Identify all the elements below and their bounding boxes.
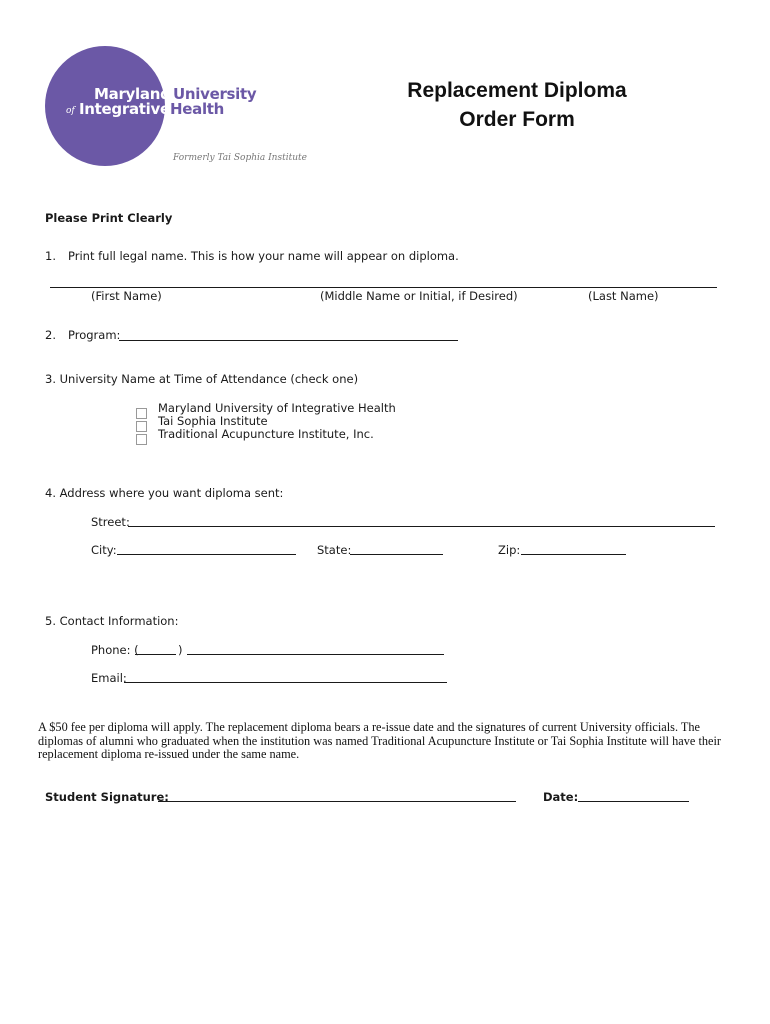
q2-number: 2. (45, 328, 56, 342)
form-title-line2: Order Form (459, 108, 575, 131)
date-field[interactable] (578, 801, 689, 802)
last-name-caption: (Last Name) (588, 289, 659, 303)
signature-label: Student Signature: (45, 790, 169, 804)
zip-field[interactable] (521, 554, 626, 555)
signature-field[interactable] (158, 801, 516, 802)
street-label: Street: (91, 515, 130, 529)
first-name-caption: (First Name) (91, 289, 162, 303)
phone-number-field[interactable] (187, 654, 444, 655)
logo-word-health: Health (170, 100, 225, 118)
phone-area-code-field[interactable] (135, 654, 176, 655)
form-title-line1: Replacement Diploma (407, 79, 627, 102)
option-tai-checkbox[interactable] (136, 430, 147, 449)
logo-word-of: of (66, 106, 75, 116)
street-field[interactable] (128, 526, 715, 527)
middle-name-caption: (Middle Name or Initial, if Desired) (320, 289, 518, 303)
option-muih-label: Maryland University of Integrative Health (158, 401, 396, 415)
q1-number: 1. (45, 249, 56, 263)
logo-word-maryland: Maryland (94, 85, 171, 103)
print-clearly-note: Please Print Clearly (45, 211, 173, 225)
date-label: Date: (543, 790, 579, 804)
program-label: Program: (68, 328, 121, 342)
option-tai-label: Traditional Acupuncture Institute, Inc. (158, 427, 374, 441)
full-name-line[interactable] (50, 287, 717, 288)
q3-label: 3. University Name at Time of Attendance (check one) (45, 372, 359, 386)
state-field[interactable] (350, 554, 443, 555)
email-label: Email: (91, 671, 127, 685)
email-field[interactable] (124, 682, 447, 683)
state-label: State: (317, 543, 352, 557)
city-field[interactable] (117, 554, 296, 555)
q4-label: 4. Address where you want diploma sent: (45, 486, 284, 500)
q1-text: Print full legal name. This is how your name will appear on diploma. (68, 249, 459, 263)
program-field[interactable] (119, 340, 458, 341)
option-tai-sophia-label: Tai Sophia Institute (158, 414, 268, 428)
phone-paren-close: ) (178, 643, 183, 657)
q5-label: 5. Contact Information: (45, 614, 179, 628)
city-label: City: (91, 543, 117, 557)
logo-subtitle: Formerly Tai Sophia Institute (173, 153, 307, 163)
fee-paragraph: A $50 fee per diploma will apply. The replacement diploma bears a re-issue date and the signatures of current University officials. The diplomas of alumni who graduated when the institution was named Traditional Acupuncture Institute or Tai Sophia Institute will have their replacement diploma re-issued under the same name. (38, 720, 721, 761)
zip-label: Zip: (498, 543, 521, 557)
logo-word-integrative: Integrative (79, 100, 170, 118)
logo-word-university: University (173, 85, 257, 103)
phone-label: Phone: ( (91, 643, 139, 657)
